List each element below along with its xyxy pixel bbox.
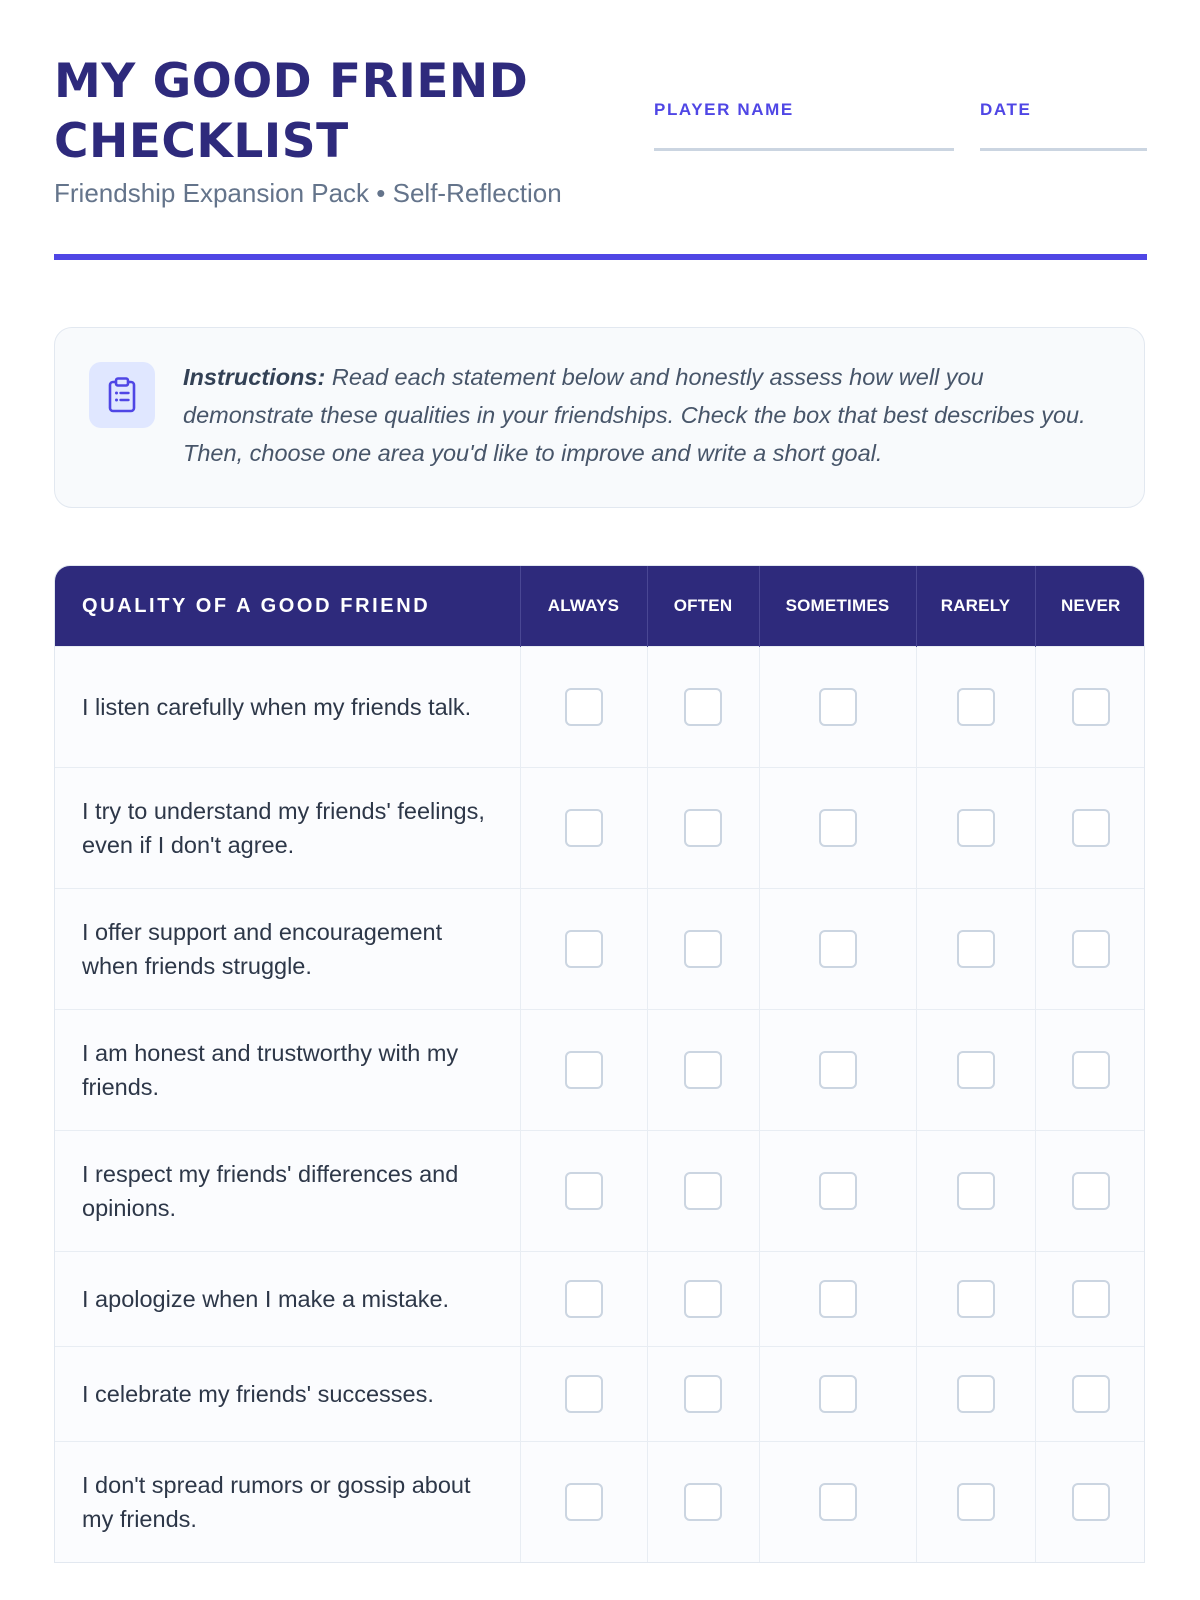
worksheet-page	[54, 0, 1147, 1532]
quality-statement: I offer support and encouragement when friends struggle.	[55, 889, 520, 1010]
checkbox-never[interactable]	[1072, 1280, 1110, 1318]
checkbox-rarely[interactable]	[957, 930, 995, 968]
date-label: DATE	[980, 100, 1032, 119]
player-name-field[interactable]	[654, 100, 954, 151]
checkbox-never[interactable]	[1072, 1051, 1110, 1089]
checkbox-always[interactable]	[565, 930, 603, 968]
checkbox-often[interactable]	[684, 1280, 722, 1318]
checkbox-never[interactable]	[1072, 688, 1110, 726]
checkbox-rarely[interactable]	[957, 1172, 995, 1210]
column-header-sometimes: SOMETIMES	[759, 566, 916, 647]
checkbox-rarely[interactable]	[957, 809, 995, 847]
checkbox-sometimes[interactable]	[819, 1280, 857, 1318]
checkbox-sometimes[interactable]	[819, 688, 857, 726]
table-row	[55, 647, 1145, 768]
checkbox-always[interactable]	[565, 809, 603, 847]
quality-statement: I respect my friends' differences and opinions.	[55, 1131, 520, 1252]
checkbox-always[interactable]	[565, 1375, 603, 1413]
column-header-never: NEVER	[1035, 566, 1145, 647]
checklist-table	[54, 565, 1145, 1563]
checkbox-always[interactable]	[565, 688, 603, 726]
quality-statement: I listen carefully when my friends talk.	[55, 647, 520, 768]
checkbox-rarely[interactable]	[957, 1375, 995, 1413]
checkbox-sometimes[interactable]	[819, 930, 857, 968]
table-row	[55, 1347, 1145, 1442]
checkbox-rarely[interactable]	[957, 1483, 995, 1521]
header-divider	[54, 254, 1147, 260]
checkbox-always[interactable]	[565, 1483, 603, 1521]
quality-statement: I try to understand my friends' feelings, even if I don't agree.	[55, 768, 520, 889]
quality-statement: I apologize when I make a mistake.	[55, 1252, 520, 1347]
checkbox-sometimes[interactable]	[819, 1051, 857, 1089]
checkbox-often[interactable]	[684, 688, 722, 726]
column-header-rarely: RARELY	[916, 566, 1035, 647]
checkbox-sometimes[interactable]	[819, 1172, 857, 1210]
checkbox-rarely[interactable]	[957, 688, 995, 726]
table-row	[55, 889, 1145, 1010]
instructions-body: Read each statement below and honestly assess how well you demonstrate these qualities in your friendships. Check the box that best describes you. Then, choose one area you'd like to improve and write a short goal.	[183, 364, 1086, 466]
checkbox-never[interactable]	[1072, 1172, 1110, 1210]
player-name-label: PLAYER NAME	[654, 100, 794, 119]
table-header-row	[55, 566, 1145, 647]
checkbox-often[interactable]	[684, 930, 722, 968]
checkbox-rarely[interactable]	[957, 1051, 995, 1089]
table-row	[55, 1131, 1145, 1252]
checkbox-sometimes[interactable]	[819, 1375, 857, 1413]
instructions-lead: Instructions:	[183, 364, 326, 390]
clipboard-icon	[89, 362, 155, 428]
checkbox-never[interactable]	[1072, 1483, 1110, 1521]
quality-statement: I don't spread rumors or gossip about my friends.	[55, 1442, 520, 1563]
instructions-text	[183, 358, 1103, 472]
page-title: MY GOOD FRIEND CHECKLIST	[54, 54, 529, 169]
table-row	[55, 1442, 1145, 1563]
checkbox-often[interactable]	[684, 1172, 722, 1210]
table-row	[55, 1252, 1145, 1347]
checkbox-always[interactable]	[565, 1051, 603, 1089]
checkbox-always[interactable]	[565, 1280, 603, 1318]
checkbox-often[interactable]	[684, 1375, 722, 1413]
checkbox-often[interactable]	[684, 809, 722, 847]
quality-statement: I celebrate my friends' successes.	[55, 1347, 520, 1442]
table-row	[55, 1010, 1145, 1131]
table-row	[55, 768, 1145, 889]
checkbox-never[interactable]	[1072, 930, 1110, 968]
date-line[interactable]	[980, 148, 1147, 151]
checkbox-never[interactable]	[1072, 809, 1110, 847]
instructions-panel	[54, 327, 1145, 508]
checkbox-sometimes[interactable]	[819, 1483, 857, 1521]
date-field[interactable]	[980, 100, 1147, 151]
page-subtitle: Friendship Expansion Pack • Self-Reflection	[54, 178, 562, 208]
checkbox-often[interactable]	[684, 1051, 722, 1089]
quality-statement: I am honest and trustworthy with my friends.	[55, 1010, 520, 1131]
checkbox-never[interactable]	[1072, 1375, 1110, 1413]
checkbox-always[interactable]	[565, 1172, 603, 1210]
player-name-line[interactable]	[654, 148, 954, 151]
checkbox-sometimes[interactable]	[819, 809, 857, 847]
header	[54, 0, 1147, 262]
checkbox-often[interactable]	[684, 1483, 722, 1521]
column-header-often: OFTEN	[647, 566, 759, 647]
checkbox-rarely[interactable]	[957, 1280, 995, 1318]
column-header-always: ALWAYS	[520, 566, 647, 647]
quality-column-header: QUALITY OF A GOOD FRIEND	[55, 566, 520, 647]
